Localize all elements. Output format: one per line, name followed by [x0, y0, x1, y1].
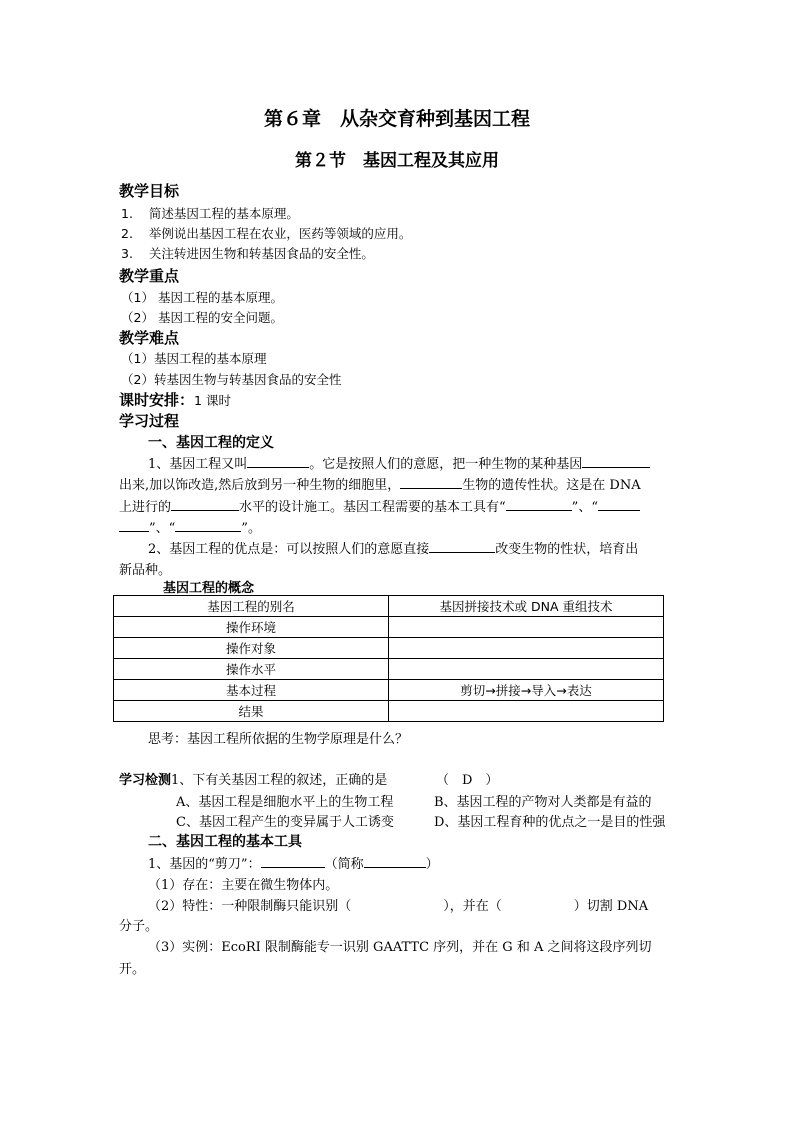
- text-segment: 1、基因工程又叫: [148, 457, 248, 472]
- schedule-value: 1 课时: [194, 393, 231, 408]
- quiz-option-a: A、基因工程是细胞水平上的生物工程: [176, 795, 394, 810]
- text-segment: 。它是按照人们的意愿，把一种生物的某种基因: [309, 457, 583, 472]
- key-points-heading: 教学重点: [119, 267, 180, 285]
- existence-line: （1）存在：主要在微生物体内。: [148, 878, 339, 893]
- text-segment: ”。: [241, 521, 261, 536]
- fill-blank: [171, 497, 239, 511]
- concept-table: [113, 595, 664, 722]
- goal-text: 关注转进因生物和转基因食品的安全性。: [148, 246, 374, 261]
- table-cell-value: 剪切→拼接→导入→表达: [389, 680, 664, 701]
- schedule-label: 课时安排：: [119, 391, 195, 409]
- feature-line-2: 分子。: [119, 919, 159, 934]
- table-cell-value: [389, 701, 664, 722]
- goal-item: [121, 244, 374, 262]
- text-segment: 2、基因工程的优点是：可以按照人们的意愿直接: [148, 542, 430, 557]
- table-cell-label: 操作环境: [114, 617, 389, 638]
- part1-heading: 一、基因工程的定义: [148, 435, 274, 451]
- text-segment: 生物的遗传性状。这是在 DNA: [462, 478, 641, 493]
- part2-heading: 二、基因工程的基本工具: [148, 834, 302, 850]
- table-row: [114, 701, 664, 722]
- example-line-1: （3）实例：EcoRI 限制酶能专一识别 GAATTC 序列，并在 G 和 A 之间将这段序列切: [148, 940, 652, 955]
- table-row: [114, 596, 664, 617]
- quiz-label: 学习检测: [119, 773, 172, 788]
- definition-line-4: [119, 517, 261, 536]
- process-heading: 学习过程: [119, 412, 180, 430]
- table-row: [114, 680, 664, 701]
- goal-num: 1.: [121, 206, 133, 221]
- table-cell-label: 基因工程的别名: [114, 596, 389, 617]
- difficulty-item: （1）基因工程的基本原理: [121, 351, 267, 366]
- quiz-line: [119, 769, 387, 788]
- text-segment: 改变生物的性状，培育出: [495, 542, 639, 557]
- section-title: 第２节 基因工程及其应用: [295, 151, 499, 171]
- chapter-title: 第６章 从杂交育种到基因工程: [263, 108, 530, 130]
- text-segment: ），并在（: [443, 899, 502, 914]
- text-segment: 1、基因的“剪刀”：: [148, 857, 261, 872]
- table-cell-label: 操作水平: [114, 659, 389, 680]
- difficulty-item: （2）转基因生物与转基因食品的安全性: [121, 372, 342, 387]
- table-cell-value: [389, 638, 664, 659]
- fill-blank: [582, 454, 650, 468]
- key-point-text: 基因工程的安全问题。: [157, 310, 283, 325]
- fill-blank: [119, 518, 149, 532]
- key-point-text: 基因工程的基本原理。: [157, 290, 283, 305]
- fill-blank: [364, 854, 426, 868]
- quiz-answer: （ D ）: [436, 773, 499, 788]
- example-line-2: 开。: [119, 962, 146, 977]
- text-segment: ”、“: [149, 521, 176, 536]
- fill-blank: [247, 454, 309, 468]
- text-segment: ）: [425, 857, 439, 872]
- goal-item: [121, 224, 411, 242]
- fill-blank: [598, 497, 640, 511]
- difficulties-heading: 教学难点: [119, 329, 180, 347]
- table-cell-value: [389, 617, 664, 638]
- text-segment: ”、“: [571, 500, 598, 515]
- advantage-line-1: [148, 538, 638, 557]
- table-cell-label: 结果: [114, 701, 389, 722]
- scissors-line: [148, 853, 439, 872]
- goal-num: 2.: [121, 226, 133, 241]
- key-point-num: （2）: [121, 310, 154, 325]
- fill-blank: [506, 497, 572, 511]
- definition-line-1: [148, 453, 650, 472]
- goal-text: 举例说出基因工程在农业，医药等领域的应用。: [148, 226, 412, 241]
- text-segment: 水平的设计施工。基因工程需要的基本工具有“: [239, 500, 506, 515]
- quiz-option-b: B、基因工程的产物对人类都是有益的: [434, 795, 652, 810]
- goal-item: [121, 204, 299, 222]
- definition-line-2: [119, 474, 641, 493]
- quiz-question: 1、下有关基因工程的叙述，正确的是: [171, 773, 388, 788]
- fill-blank: [400, 475, 462, 489]
- goal-num: 3.: [121, 246, 133, 261]
- goal-text: 简述基因工程的基本原理。: [148, 206, 299, 221]
- quiz-option-c: C、基因工程产生的变异属于人工诱变: [176, 815, 394, 830]
- table-row: [114, 617, 664, 638]
- table-row: [114, 659, 664, 680]
- table-cell-label: 基本过程: [114, 680, 389, 701]
- table-cell-value: [389, 659, 664, 680]
- text-segment: （简称: [324, 857, 364, 872]
- text-segment: ）切割 DNA: [573, 899, 649, 914]
- table-cell-value: 基因拼接技术或 DNA 重组技术: [389, 596, 664, 617]
- fill-blank: [429, 539, 495, 553]
- table-cell-label: 操作对象: [114, 638, 389, 659]
- text-segment: 上进行的: [119, 500, 172, 515]
- advantage-line-2: 新品种。: [119, 563, 172, 578]
- think-question: 思考：基因工程所依据的生物学原理是什么？: [148, 732, 409, 747]
- key-point-item: [121, 308, 283, 326]
- feature-line-1: [148, 895, 648, 914]
- key-point-num: （1）: [121, 290, 154, 305]
- definition-line-3: [119, 496, 640, 515]
- schedule-line: [119, 389, 231, 410]
- concept-table-caption: 基因工程的概念: [163, 581, 255, 596]
- text-segment: （2）特性：一种限制酶只能识别（: [148, 899, 352, 914]
- key-point-item: [121, 288, 283, 306]
- goals-heading: 教学目标: [119, 182, 180, 200]
- quiz-option-d: D、基因工程育种的优点之一是目的性强: [434, 815, 666, 830]
- fill-blank: [175, 518, 241, 532]
- text-segment: 出来,加以饰改造,然后放到另一种生物的细胞里，: [119, 478, 401, 493]
- fill-blank: [261, 854, 325, 868]
- table-row: [114, 638, 664, 659]
